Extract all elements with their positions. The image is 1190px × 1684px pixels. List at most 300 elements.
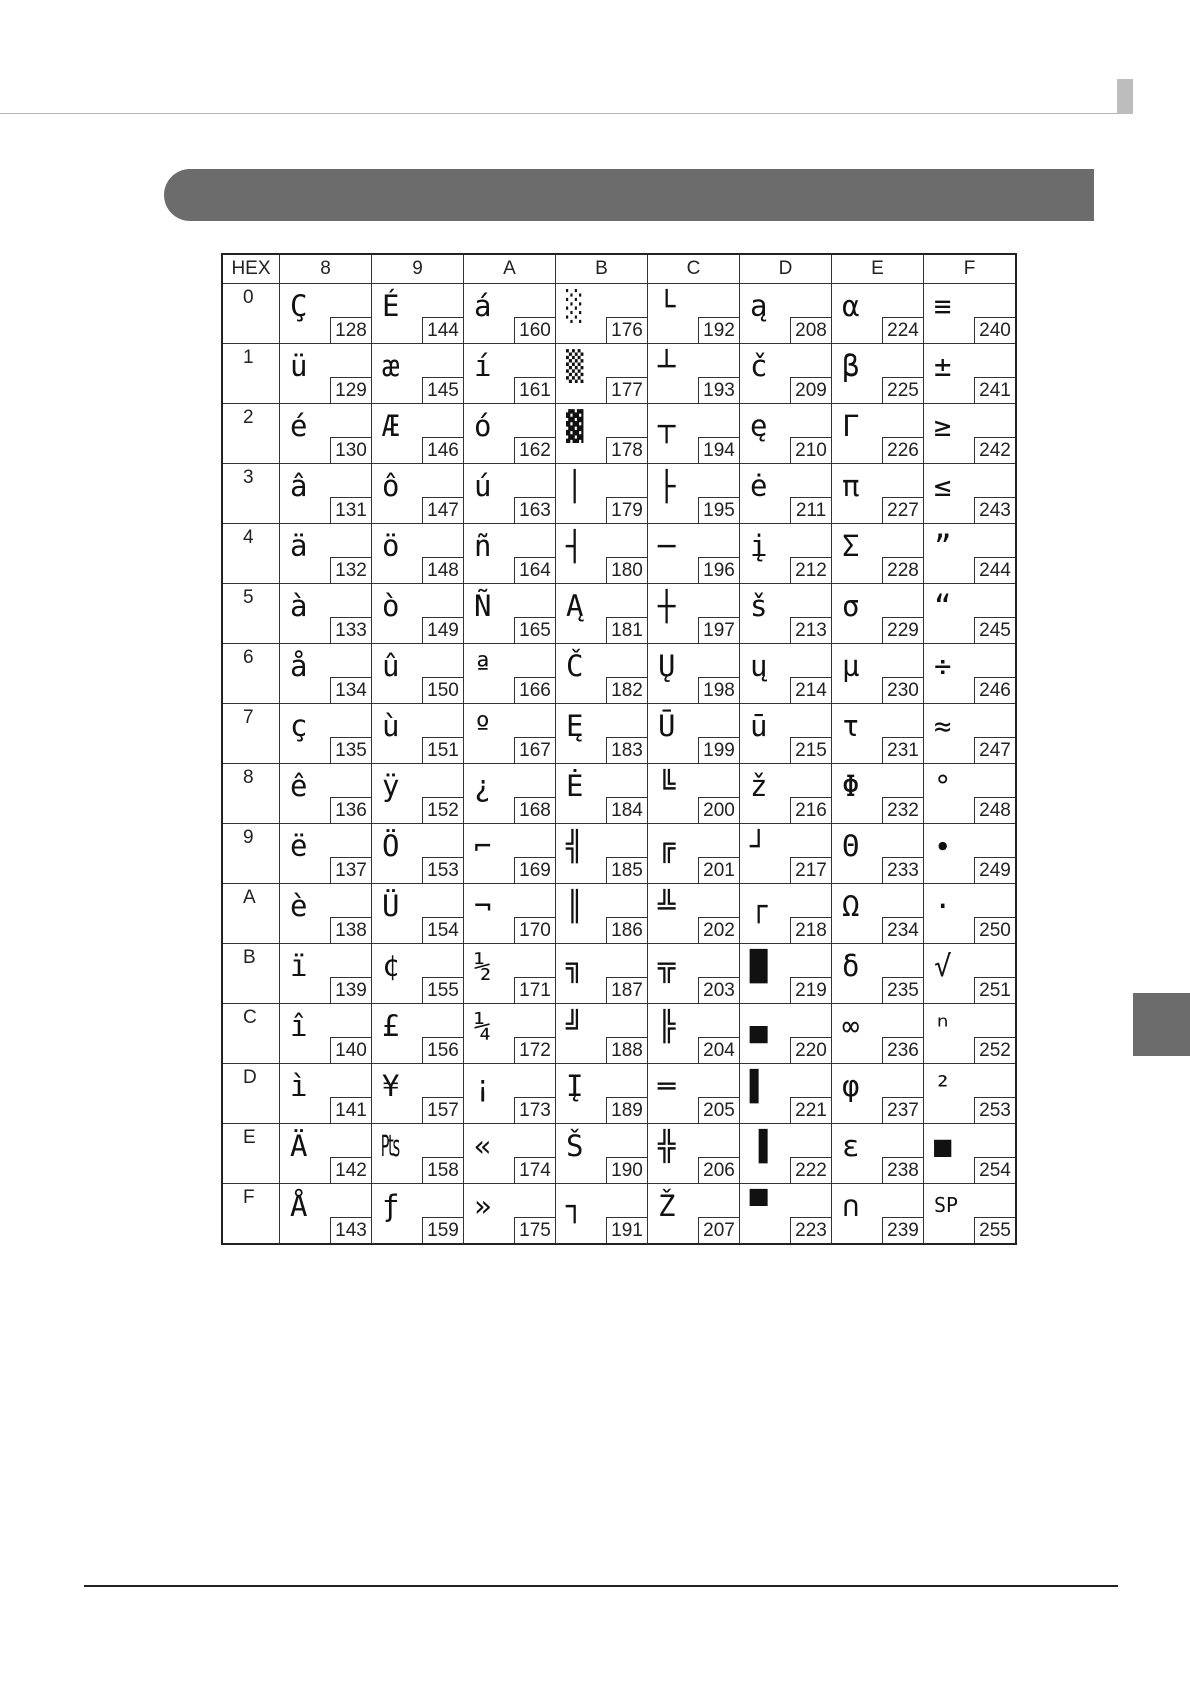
char-cell xyxy=(556,284,648,344)
char-glyph: ╬ xyxy=(658,1129,676,1163)
char-glyph: Ū xyxy=(658,709,676,743)
char-code: 240 xyxy=(974,317,1015,343)
char-code: 215 xyxy=(790,737,831,763)
char-glyph: · xyxy=(934,889,952,923)
char-glyph: Σ xyxy=(842,529,860,563)
char-cell xyxy=(740,944,832,1004)
table-row xyxy=(222,704,1016,764)
char-glyph: ∞ xyxy=(842,1009,860,1043)
char-glyph: ² xyxy=(934,1069,952,1103)
char-code: 204 xyxy=(698,1037,739,1063)
char-cell xyxy=(740,1064,832,1124)
row-header-5: 5 xyxy=(222,584,280,644)
row-header-4: 4 xyxy=(222,524,280,584)
char-code: 168 xyxy=(514,797,555,823)
char-cell xyxy=(832,764,924,824)
char-cell xyxy=(832,404,924,464)
char-cell xyxy=(556,404,648,464)
char-code: 154 xyxy=(422,917,463,943)
char-cell xyxy=(832,464,924,524)
char-code: 175 xyxy=(514,1217,555,1243)
char-glyph: ∩ xyxy=(842,1189,860,1223)
char-code: 188 xyxy=(606,1037,647,1063)
row-header-0: 0 xyxy=(222,284,280,344)
row-header-F: F xyxy=(222,1184,280,1245)
char-code: 217 xyxy=(790,857,831,883)
char-cell xyxy=(832,284,924,344)
char-code: 134 xyxy=(330,677,371,703)
char-cell xyxy=(648,1004,740,1064)
char-cell xyxy=(280,884,372,944)
char-glyph: ę xyxy=(750,409,768,443)
char-code: 152 xyxy=(422,797,463,823)
char-code: 255 xyxy=(974,1217,1015,1243)
char-cell xyxy=(372,1124,464,1184)
char-code: 237 xyxy=(882,1097,923,1123)
hex-header: HEX xyxy=(222,254,280,284)
char-code: 187 xyxy=(606,977,647,1003)
char-cell xyxy=(372,704,464,764)
char-cell xyxy=(372,404,464,464)
char-glyph: ū xyxy=(750,709,768,743)
char-glyph: û xyxy=(382,649,400,683)
char-code: 203 xyxy=(698,977,739,1003)
char-cell xyxy=(648,764,740,824)
char-code: 184 xyxy=(606,797,647,823)
row-header-1: 1 xyxy=(222,344,280,404)
char-cell xyxy=(924,824,1017,884)
char-cell xyxy=(924,584,1017,644)
char-code: 159 xyxy=(422,1217,463,1243)
char-glyph: ö xyxy=(382,529,400,563)
char-glyph: ⁿ xyxy=(934,1009,952,1043)
char-code: 238 xyxy=(882,1157,923,1183)
table-row xyxy=(222,1184,1016,1245)
char-code: 249 xyxy=(974,857,1015,883)
char-cell xyxy=(648,344,740,404)
char-cell xyxy=(280,344,372,404)
char-glyph: Γ xyxy=(842,409,860,443)
char-code: 222 xyxy=(790,1157,831,1183)
table-row xyxy=(222,404,1016,464)
char-glyph: ç xyxy=(290,709,308,743)
header-rule xyxy=(0,113,1133,114)
char-code: 221 xyxy=(790,1097,831,1123)
char-glyph: ■ xyxy=(934,1129,952,1163)
char-glyph: Ė xyxy=(566,769,584,803)
table-row xyxy=(222,1064,1016,1124)
char-code: 162 xyxy=(514,437,555,463)
char-code: 160 xyxy=(514,317,555,343)
char-code: 219 xyxy=(790,977,831,1003)
char-cell xyxy=(280,704,372,764)
char-code: 218 xyxy=(790,917,831,943)
char-cell xyxy=(280,584,372,644)
char-glyph: É xyxy=(382,289,400,323)
row-header-E: E xyxy=(222,1124,280,1184)
char-cell xyxy=(464,1064,556,1124)
char-code: 141 xyxy=(330,1097,371,1123)
char-code: 178 xyxy=(606,437,647,463)
char-code: 247 xyxy=(974,737,1015,763)
char-glyph: ó xyxy=(474,409,492,443)
char-glyph: └ xyxy=(658,289,676,323)
char-glyph: Ω xyxy=(842,889,860,923)
char-code: 179 xyxy=(606,497,647,523)
char-cell xyxy=(740,1184,832,1245)
page-corner-tab xyxy=(1117,79,1133,114)
char-cell xyxy=(832,884,924,944)
char-code: 226 xyxy=(882,437,923,463)
row-header-A: A xyxy=(222,884,280,944)
char-cell xyxy=(464,284,556,344)
char-cell xyxy=(464,344,556,404)
row-header-6: 6 xyxy=(222,644,280,704)
char-code: 195 xyxy=(698,497,739,523)
char-cell xyxy=(740,1004,832,1064)
char-code: 246 xyxy=(974,677,1015,703)
char-glyph: │ xyxy=(566,469,584,503)
char-cell xyxy=(556,1124,648,1184)
char-cell xyxy=(464,944,556,1004)
char-code: 192 xyxy=(698,317,739,343)
char-code: 251 xyxy=(974,977,1015,1003)
char-glyph: “ xyxy=(934,589,952,623)
char-cell xyxy=(372,1184,464,1245)
char-glyph: Ö xyxy=(382,829,400,863)
char-glyph: ┴ xyxy=(658,349,676,383)
table-row xyxy=(222,1004,1016,1064)
char-cell xyxy=(648,464,740,524)
char-glyph: º xyxy=(474,709,492,743)
char-code: 138 xyxy=(330,917,371,943)
char-code: 149 xyxy=(422,617,463,643)
char-cell xyxy=(280,284,372,344)
char-code: 151 xyxy=(422,737,463,763)
char-cell xyxy=(924,1004,1017,1064)
char-glyph: φ xyxy=(842,1069,860,1103)
column-header-B: B xyxy=(556,254,648,284)
char-cell xyxy=(280,644,372,704)
char-glyph: ░ xyxy=(566,289,584,323)
char-code: 197 xyxy=(698,617,739,643)
char-cell xyxy=(832,824,924,884)
char-cell xyxy=(556,1004,648,1064)
char-glyph: Ñ xyxy=(474,589,492,623)
char-code: 220 xyxy=(790,1037,831,1063)
char-code: 211 xyxy=(790,497,831,523)
char-code: 199 xyxy=(698,737,739,763)
char-glyph: č xyxy=(750,349,768,383)
char-cell xyxy=(924,884,1017,944)
table-row xyxy=(222,944,1016,1004)
char-code: 191 xyxy=(606,1217,647,1243)
char-cell xyxy=(280,524,372,584)
char-code: 183 xyxy=(606,737,647,763)
char-code: 147 xyxy=(422,497,463,523)
char-code: 148 xyxy=(422,557,463,583)
char-cell xyxy=(740,824,832,884)
table-row xyxy=(222,884,1016,944)
char-code: 157 xyxy=(422,1097,463,1123)
char-glyph: š xyxy=(750,589,768,623)
char-code: 227 xyxy=(882,497,923,523)
char-glyph: ╩ xyxy=(658,889,676,923)
char-cell xyxy=(556,1064,648,1124)
char-glyph: Į xyxy=(566,1069,584,1103)
char-code: 214 xyxy=(790,677,831,703)
char-code: 248 xyxy=(974,797,1015,823)
char-cell xyxy=(556,644,648,704)
char-code: 212 xyxy=(790,557,831,583)
char-code: 132 xyxy=(330,557,371,583)
char-code: 165 xyxy=(514,617,555,643)
char-cell xyxy=(280,1064,372,1124)
char-cell xyxy=(924,944,1017,1004)
char-cell xyxy=(464,644,556,704)
char-code: 189 xyxy=(606,1097,647,1123)
char-glyph: τ xyxy=(842,709,860,743)
char-code: 224 xyxy=(882,317,923,343)
char-glyph: à xyxy=(290,589,308,623)
char-cell xyxy=(832,1064,924,1124)
char-cell xyxy=(280,944,372,1004)
char-glyph: √ xyxy=(934,949,952,983)
char-glyph: í xyxy=(474,349,492,383)
char-cell xyxy=(648,824,740,884)
char-cell xyxy=(556,524,648,584)
char-code: 156 xyxy=(422,1037,463,1063)
char-code: 231 xyxy=(882,737,923,763)
char-code: 252 xyxy=(974,1037,1015,1063)
table-row xyxy=(222,824,1016,884)
char-code: 180 xyxy=(606,557,647,583)
character-code-table xyxy=(221,253,1017,1245)
char-glyph: è xyxy=(290,889,308,923)
char-cell xyxy=(280,1124,372,1184)
char-code: 234 xyxy=(882,917,923,943)
char-glyph: ° xyxy=(934,769,952,803)
char-code: 225 xyxy=(882,377,923,403)
char-code: 228 xyxy=(882,557,923,583)
char-code: 196 xyxy=(698,557,739,583)
char-glyph: é xyxy=(290,409,308,443)
footer-rule xyxy=(84,1585,1118,1587)
char-code: 139 xyxy=(330,977,371,1003)
char-code: 250 xyxy=(974,917,1015,943)
char-glyph: ║ xyxy=(566,889,584,923)
char-cell xyxy=(280,464,372,524)
char-code: 206 xyxy=(698,1157,739,1183)
char-cell xyxy=(924,404,1017,464)
char-glyph: ╦ xyxy=(658,949,676,983)
char-code: 181 xyxy=(606,617,647,643)
row-header-B: B xyxy=(222,944,280,1004)
char-glyph: ¬ xyxy=(474,889,492,923)
char-cell xyxy=(832,1184,924,1245)
char-code: 171 xyxy=(514,977,555,1003)
char-glyph: ≈ xyxy=(934,709,952,743)
char-code: 186 xyxy=(606,917,647,943)
table-row xyxy=(222,524,1016,584)
chapter-side-tab xyxy=(1133,993,1190,1056)
char-glyph: Ž xyxy=(658,1189,676,1223)
char-glyph: ╝ xyxy=(566,1009,584,1043)
char-cell xyxy=(556,884,648,944)
char-glyph: ▓ xyxy=(566,409,584,443)
char-glyph: ƒ xyxy=(382,1189,400,1223)
char-code: 210 xyxy=(790,437,831,463)
char-cell xyxy=(556,944,648,1004)
char-glyph: ± xyxy=(934,349,952,383)
char-glyph: « xyxy=(474,1129,492,1163)
char-code: 235 xyxy=(882,977,923,1003)
char-code: 163 xyxy=(514,497,555,523)
char-code: 198 xyxy=(698,677,739,703)
char-cell xyxy=(464,704,556,764)
char-glyph: ╣ xyxy=(566,829,584,863)
char-code: 229 xyxy=(882,617,923,643)
char-cell xyxy=(372,584,464,644)
char-code: 155 xyxy=(422,977,463,1003)
char-glyph: σ xyxy=(842,589,860,623)
char-glyph: δ xyxy=(842,949,860,983)
char-code: 167 xyxy=(514,737,555,763)
char-code: 241 xyxy=(974,377,1015,403)
char-glyph: ├ xyxy=(658,469,676,503)
char-glyph: ì xyxy=(290,1069,308,1103)
char-glyph: ┤ xyxy=(566,529,584,563)
char-code: 173 xyxy=(514,1097,555,1123)
char-glyph: ▄ xyxy=(750,1009,768,1043)
char-glyph: ⌐ xyxy=(474,829,492,863)
char-glyph: ┼ xyxy=(658,589,676,623)
char-glyph: π xyxy=(842,469,860,503)
char-glyph: ─ xyxy=(658,529,676,563)
char-code: 245 xyxy=(974,617,1015,643)
char-code: 131 xyxy=(330,497,371,523)
char-glyph: Ų xyxy=(658,649,676,683)
char-glyph: ė xyxy=(750,469,768,503)
char-cell xyxy=(832,1004,924,1064)
char-cell xyxy=(740,404,832,464)
char-cell xyxy=(372,524,464,584)
char-glyph: ÿ xyxy=(382,769,400,803)
char-code: 200 xyxy=(698,797,739,823)
char-glyph: £ xyxy=(382,1009,400,1043)
char-cell xyxy=(464,824,556,884)
char-cell xyxy=(280,824,372,884)
char-code: 158 xyxy=(422,1157,463,1183)
char-glyph: ¥ xyxy=(382,1069,400,1103)
char-cell xyxy=(556,1184,648,1245)
char-glyph: Š xyxy=(566,1129,584,1163)
char-glyph: ▌ xyxy=(750,1069,768,1103)
char-glyph: ” xyxy=(934,529,952,563)
char-glyph: ╔ xyxy=(658,829,676,863)
char-code: 239 xyxy=(882,1217,923,1243)
char-glyph: ò xyxy=(382,589,400,623)
row-header-8: 8 xyxy=(222,764,280,824)
char-cell xyxy=(924,284,1017,344)
char-glyph: ų xyxy=(750,649,768,683)
char-cell xyxy=(832,344,924,404)
char-code: 185 xyxy=(606,857,647,883)
section-title-bar xyxy=(164,169,1094,221)
char-code: 146 xyxy=(422,437,463,463)
char-cell xyxy=(832,524,924,584)
char-cell xyxy=(740,884,832,944)
row-header-9: 9 xyxy=(222,824,280,884)
char-cell xyxy=(648,404,740,464)
char-cell xyxy=(648,704,740,764)
char-glyph: ñ xyxy=(474,529,492,563)
char-code: 182 xyxy=(606,677,647,703)
char-glyph: ≥ xyxy=(934,409,952,443)
char-cell xyxy=(740,644,832,704)
char-glyph: ½ xyxy=(474,949,492,983)
char-glyph: ╚ xyxy=(658,769,676,803)
char-cell xyxy=(740,704,832,764)
char-cell xyxy=(280,764,372,824)
char-code: 130 xyxy=(330,437,371,463)
char-cell xyxy=(556,704,648,764)
char-cell xyxy=(832,944,924,1004)
char-glyph: ú xyxy=(474,469,492,503)
char-glyph: ª xyxy=(474,649,492,683)
row-header-D: D xyxy=(222,1064,280,1124)
char-cell xyxy=(648,944,740,1004)
char-glyph: ≡ xyxy=(934,289,952,323)
char-glyph: Ä xyxy=(290,1129,308,1163)
char-code: 216 xyxy=(790,797,831,823)
char-glyph: ┬ xyxy=(658,409,676,443)
char-cell xyxy=(464,524,556,584)
char-code: 133 xyxy=(330,617,371,643)
char-glyph: ▐ xyxy=(750,1129,768,1163)
char-glyph: ¢ xyxy=(382,949,400,983)
char-code: 161 xyxy=(514,377,555,403)
char-code: 150 xyxy=(422,677,463,703)
char-glyph: î xyxy=(290,1009,308,1043)
char-code: 153 xyxy=(422,857,463,883)
char-code: 254 xyxy=(974,1157,1015,1183)
char-code: 236 xyxy=(882,1037,923,1063)
char-glyph: β xyxy=(842,349,860,383)
char-cell xyxy=(924,524,1017,584)
char-cell xyxy=(924,1184,1017,1245)
char-cell xyxy=(556,584,648,644)
char-cell xyxy=(280,1184,372,1245)
char-glyph: Č xyxy=(566,649,584,683)
char-cell xyxy=(372,764,464,824)
char-cell xyxy=(924,1064,1017,1124)
char-code: 202 xyxy=(698,917,739,943)
char-glyph: ü xyxy=(290,349,308,383)
char-glyph: į xyxy=(750,529,768,563)
char-glyph: ┌ xyxy=(750,889,768,923)
column-header-F: F xyxy=(924,254,1017,284)
char-code: 242 xyxy=(974,437,1015,463)
char-cell xyxy=(648,524,740,584)
char-glyph: ∙ xyxy=(934,829,952,863)
char-code: 243 xyxy=(974,497,1015,523)
table-body xyxy=(222,284,1016,1245)
char-glyph: ¼ xyxy=(474,1009,492,1043)
char-glyph: ï xyxy=(290,949,308,983)
char-glyph: Ą xyxy=(566,589,584,623)
char-glyph: ¡ xyxy=(474,1069,492,1103)
